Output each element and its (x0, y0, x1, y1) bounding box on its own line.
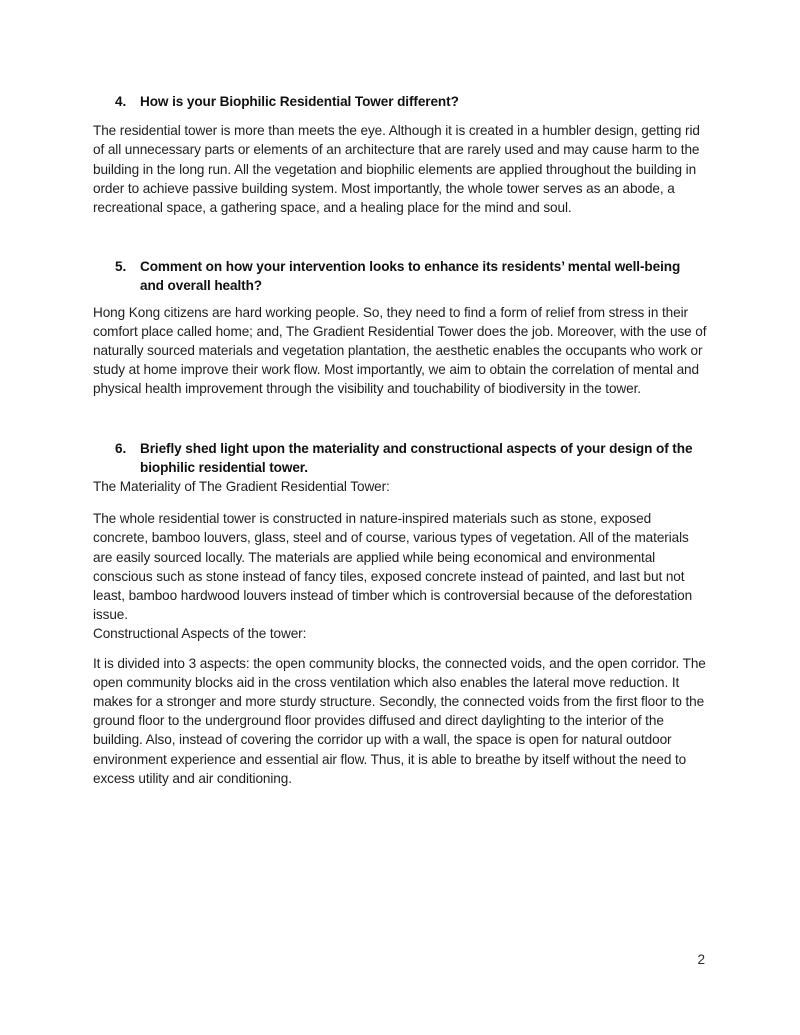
answer-4-paragraph: The residential tower is more than meets the eye. Although it is created in a humbler design, getting rid of all unnecessary parts or elements of an architecture that are rarely used and may cause harm to the building in the long run. All the vegetation and biophilic elements are applied throughout the building in order to achieve passive building system. Most importantly, the whole tower serves as an abode, a recreational space, a gathering space, and a healing place for the mind and soul. (93, 123, 700, 216)
materiality-paragraph: The whole residential tower is constructed in nature-inspired materials such as stone, exposed concrete, bamboo louvers, glass, steel and of course, various types of vegetation. All of the materials are easily sourced locally. The materials are applied while being economical and environmental conscious such as stone instead of fancy tiles, exposed concrete instead of painted, and last but not least, bamboo hardwood louvers instead of timber which is controversial because of the deforestation issue. (93, 511, 693, 623)
question-heading-6 (93, 439, 707, 477)
question-6-title: Briefly shed light upon the materiality and constructional aspects of your design of the biophilic residential tower. (140, 440, 693, 475)
answer-5-paragraph: Hong Kong citizens are hard working people. So, they need to find a form of relief from stress in their comfort place called home; and, The Gradient Residential Tower does the job. Moreover, with the use of naturally sourced materials and vegetation plantation, the aesthetic enables the occupants who work or study at home improve their work flow. Most importantly, we aim to obtain the correlation of mental and physical health improvement through the visibility and touchability of biodiversity in the tower. (93, 304, 707, 397)
page-number: 2 (697, 952, 705, 967)
page-content (93, 92, 707, 788)
question-5-title: Comment on how your intervention looks to enhance its residents’ mental well-being and overall health? (140, 259, 681, 294)
question-4-title: How is your Biophilic Residential Tower different? (140, 94, 459, 109)
question-6-number: 6. (115, 440, 127, 456)
question-heading-4 (93, 92, 707, 111)
question-heading-5 (93, 257, 707, 295)
question-5-number: 5. (115, 259, 127, 275)
materiality-label: The Materiality of The Gradient Residential Tower: (93, 479, 390, 495)
question-4-number: 4. (115, 94, 127, 109)
constructional-label: Constructional Aspects of the tower: (93, 626, 307, 642)
constructional-paragraph: It is divided into 3 aspects: the open community blocks, the connected voids, and the open corridor. The open community blocks aid in the cross ventilation which also enables the lateral move reduction. It makes for a stronger and more sturdy structure. Secondly, the connected voids from the first floor to the ground floor to the underground floor provides diffused and direct daylighting to the interior of the building. Also, instead of covering the corridor up with a wall, the space is open for natural outdoor environment experience and essential air flow. Thus, it is able to breathe by itself without the need to excess utility and air conditioning. (93, 655, 706, 786)
